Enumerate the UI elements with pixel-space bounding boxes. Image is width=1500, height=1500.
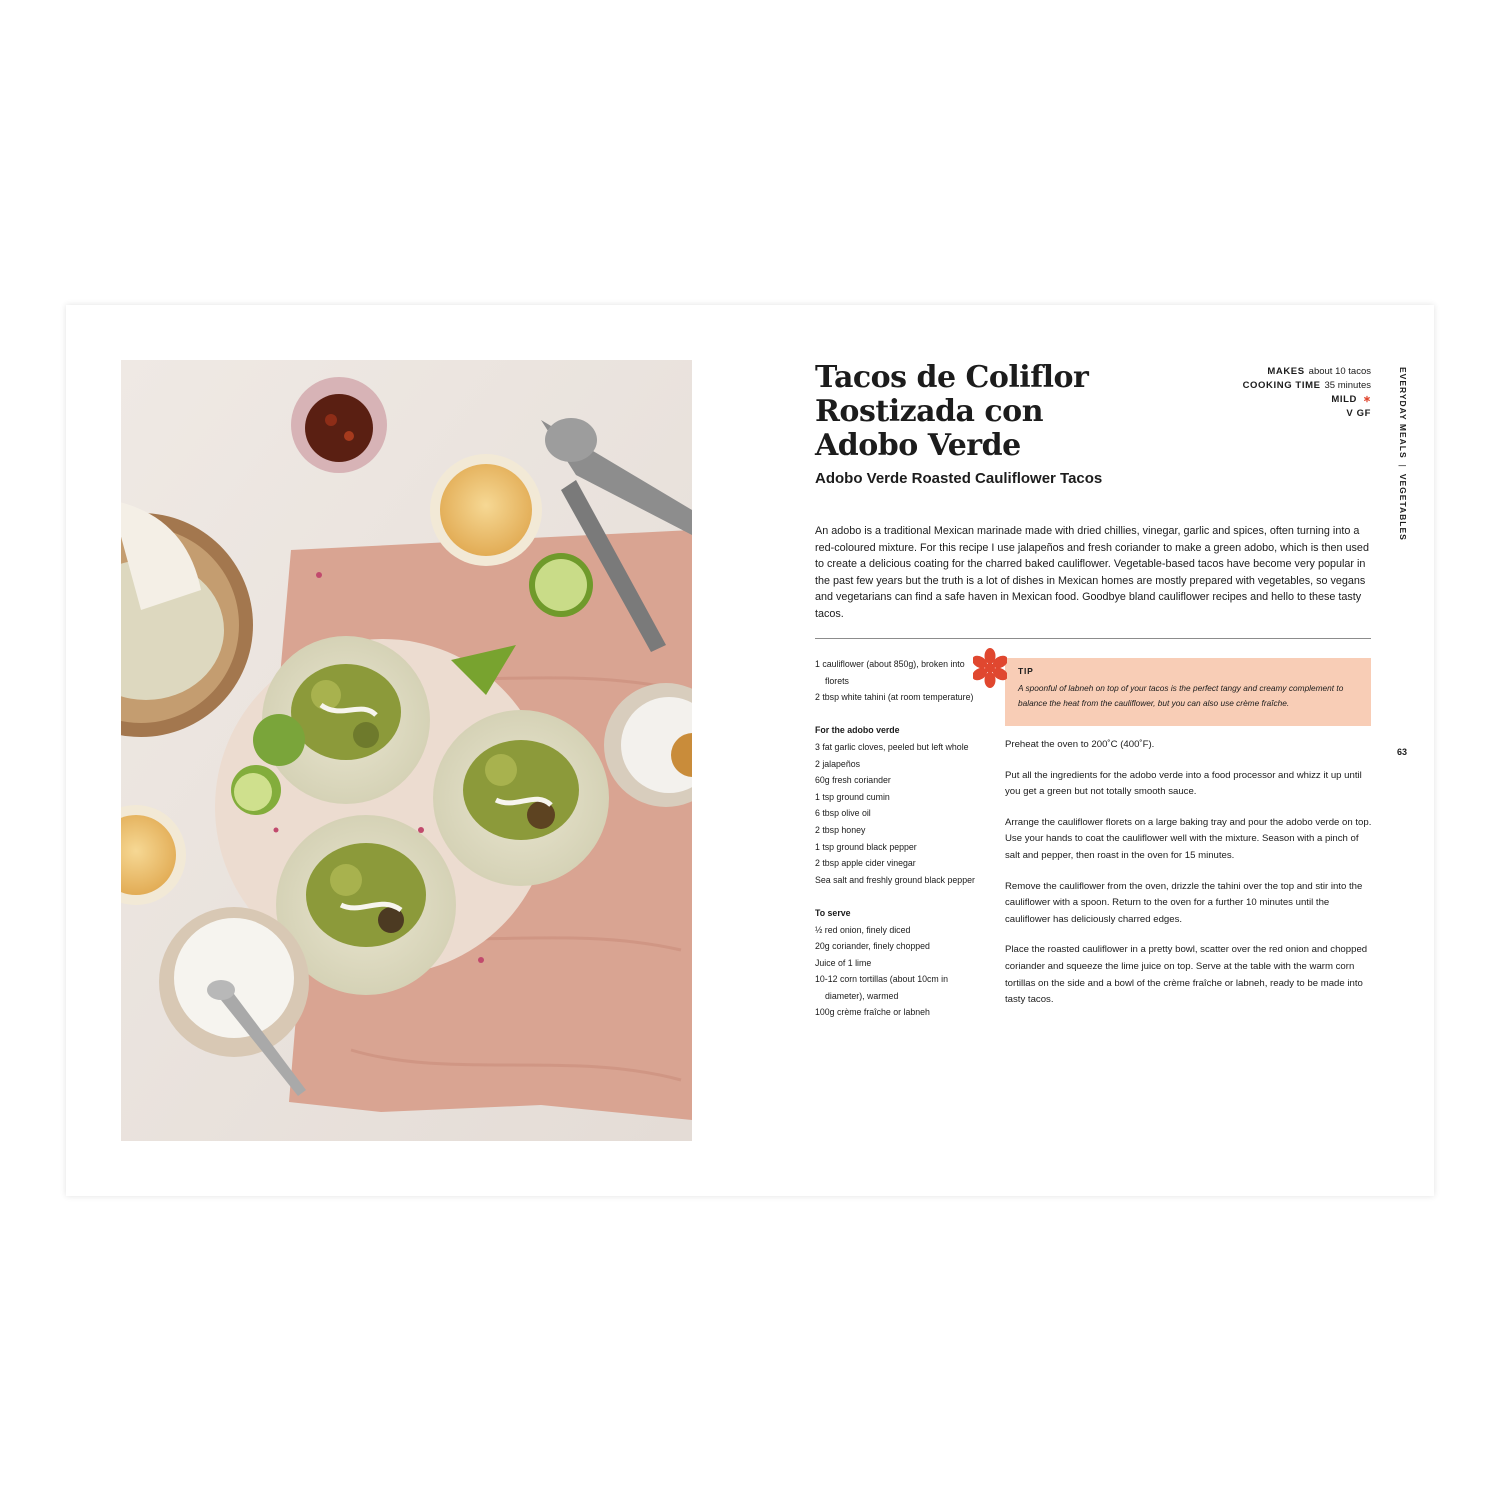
tip-label: TIP <box>1018 666 1034 676</box>
ingredient-item: 2 tbsp apple cider vinegar <box>815 858 916 869</box>
cooking-time-label: COOKING TIME <box>1242 380 1321 391</box>
chapter-label: EVERYDAY MEALS <box>1398 367 1408 459</box>
ingredient-item: 10-12 corn tortillas (about 10cm in diameter), warmed <box>815 974 948 1001</box>
ingredient-item: Sea salt and freshly ground black pepper <box>815 874 975 885</box>
recipe-title-line: Adobo Verde <box>815 428 1021 463</box>
method-step: Place the roasted cauliflower in a pretty bowl, scatter over the red onion and chopped coriander and squeeze the lime juice on top. Serve at the table with the warm corn tortillas on the side and a bowl of the crème fraîche or labneh, ready to be made into tasty tacos. <box>1005 944 1368 1006</box>
section-tab <box>1396 367 1410 541</box>
method-step: Arrange the cauliflower florets on a large baking tray and pour the adobo verde on top. Use your hands to coat the cauliflower well with the mixture. Season with a pinch of salt and pepper, then roast in the oven for 15 minutes. <box>1005 816 1372 861</box>
recipe-meta <box>1243 365 1371 421</box>
heat-row <box>1243 393 1371 407</box>
recipe-photo <box>121 360 692 1141</box>
recipe-intro: An adobo is a traditional Mexican marinade made with dried chillies, vinegar, garlic and spices, often turning into a red-coloured mixture. For this recipe I use jalapeños and fresh coriander to make a green adobo, which is then used to create a delicious coating for the charred baked cauliflower. Vegetable-based tacos have become very popular in the past few years but the truth is a lot of dishes in Mexican homes are mostly prepared with vegetables, so vegans and vegetarians can find a safe haven in Mexican food. Goodbye bland cauliflower recipes and hello to these tasty tacos. <box>815 525 1369 620</box>
diet-row <box>1243 407 1371 421</box>
ingredient-item: 20g coriander, finely chopped <box>815 941 930 952</box>
divider <box>815 638 1371 639</box>
book-spread <box>66 305 1434 1196</box>
tip-text: A spoonful of labneh on top of your tacos is the perfect tangy and creamy complement to balance the heat from the cauliflower, but you can also use crème fraîche. <box>1018 683 1344 708</box>
section-label: VEGETABLES <box>1398 473 1408 541</box>
ingredient-item: 1 tsp ground cumin <box>815 791 890 802</box>
section-separator: | <box>1398 464 1408 468</box>
ingredient-list-serve <box>815 922 990 1022</box>
recipe-title <box>815 361 1235 463</box>
ingredients <box>815 656 990 1021</box>
ingredient-item: 3 fat garlic cloves, peeled but left whole <box>815 741 969 752</box>
ingredient-item: 1 cauliflower (about 850g), broken into florets <box>815 659 965 686</box>
ingredient-item: 2 tbsp honey <box>815 824 866 835</box>
makes-value: about 10 tacos <box>1308 366 1371 377</box>
recipe-title-line: Tacos de Coliflor <box>815 360 1089 395</box>
makes-label: MAKES <box>1267 366 1305 377</box>
tip-box <box>1005 658 1371 726</box>
ingredient-list-adobo <box>815 739 990 888</box>
cooking-time-value: 35 minutes <box>1324 380 1371 391</box>
serve-heading: To serve <box>815 907 851 918</box>
heat-label: MILD <box>1331 394 1358 405</box>
ingredient-item: 6 tbsp olive oil <box>815 808 871 819</box>
makes-row <box>1243 365 1371 379</box>
recipe-subtitle: Adobo Verde Roasted Cauliflower Tacos <box>815 470 1103 487</box>
chilli-star-icon: ∗ <box>1363 394 1371 405</box>
ingredient-item: 2 tbsp white tahini (at room temperature) <box>815 692 974 703</box>
ingredient-list-main <box>815 656 990 706</box>
section-tab-text <box>1398 367 1408 541</box>
method-step: Put all the ingredients for the adobo verde into a food processor and whizz it up until you get a green but not totally smooth sauce. <box>1005 769 1362 798</box>
method-step: Remove the cauliflower from the oven, drizzle the tahini over the top and stir into the cauliflower with a spoon. Return to the oven for a further 10 minutes until the cauliflower has deliciously charred edges. <box>1005 880 1363 925</box>
ingredient-item: 2 jalapeños <box>815 758 860 769</box>
recipe-title-line: Rostizada con <box>815 394 1044 429</box>
flower-icon <box>973 648 1007 698</box>
diet-tags: V GF <box>1346 408 1371 419</box>
cooking-time-row <box>1243 379 1371 393</box>
ingredient-item: 60g fresh coriander <box>815 775 891 786</box>
ingredient-item: ½ red onion, finely diced <box>815 924 911 935</box>
ingredient-item: Juice of 1 lime <box>815 957 872 968</box>
method-step: Preheat the oven to 200˚C (400˚F). <box>1005 739 1155 750</box>
ingredient-item: 100g crème fraîche or labneh <box>815 1007 930 1018</box>
adobo-heading: For the adobo verde <box>815 725 900 736</box>
method <box>1005 737 1373 1023</box>
page-number: 63 <box>1397 747 1408 757</box>
ingredient-item: 1 tsp ground black pepper <box>815 841 917 852</box>
